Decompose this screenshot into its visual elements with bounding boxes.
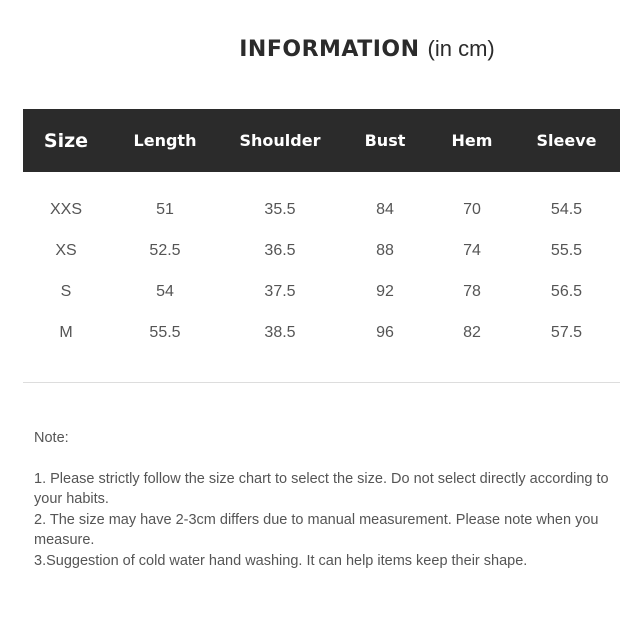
table-row <box>23 312 620 353</box>
cell-shoulder: 37.5 <box>264 282 296 300</box>
cell-bust: 96 <box>376 323 394 341</box>
title-main: INFORMATION <box>239 37 420 62</box>
cell-sleeve: 55.5 <box>550 241 583 259</box>
title-unit: (in cm) <box>427 36 495 61</box>
header-hem: Hem <box>451 131 493 150</box>
cell-length: 54 <box>156 282 174 300</box>
cell-hem: 70 <box>463 200 481 218</box>
table-row <box>23 271 620 312</box>
size-chart-table <box>23 109 620 353</box>
cell-size: XS <box>55 241 77 259</box>
table-row <box>23 189 620 230</box>
cell-hem: 74 <box>463 241 481 259</box>
header-bust: Bust <box>364 131 406 150</box>
cell-shoulder: 36.5 <box>264 241 296 259</box>
cell-size: XXS <box>49 200 82 218</box>
cell-bust: 88 <box>376 241 394 259</box>
cell-length: 51 <box>156 200 174 218</box>
cell-sleeve: 56.5 <box>550 282 583 300</box>
table-row <box>23 230 620 271</box>
cell-hem: 78 <box>463 282 481 300</box>
notes-section <box>34 428 624 571</box>
header-size: Size <box>43 129 89 152</box>
note-item-1: 1. Please strictly follow the size chart to select the size. Do not select directly according to your habits. <box>34 470 609 507</box>
note-item-3: 3.Suggestion of cold water hand washing. It can help items keep their shape. <box>34 552 528 569</box>
header-shoulder: Shoulder <box>239 131 321 150</box>
note-item-2: 2. The size may have 2-3cm differs due to manual measurement. Please note when you measure. <box>34 511 599 548</box>
cell-sleeve: 54.5 <box>550 200 583 218</box>
cell-length: 55.5 <box>149 323 181 341</box>
cell-shoulder: 35.5 <box>264 200 296 218</box>
cell-bust: 92 <box>376 282 394 300</box>
page-title <box>0 36 640 62</box>
section-divider <box>23 382 620 383</box>
notes-heading: Note: <box>34 430 69 446</box>
cell-bust: 84 <box>376 200 394 218</box>
cell-sleeve: 57.5 <box>550 323 583 341</box>
table-header-row <box>23 109 620 172</box>
header-sleeve: Sleeve <box>536 131 597 150</box>
cell-size: S <box>60 282 72 300</box>
table-spacer <box>23 172 620 189</box>
cell-size: M <box>59 323 73 341</box>
cell-length: 52.5 <box>149 241 181 259</box>
cell-shoulder: 38.5 <box>264 323 296 341</box>
cell-hem: 82 <box>463 323 481 341</box>
header-length: Length <box>133 131 197 150</box>
